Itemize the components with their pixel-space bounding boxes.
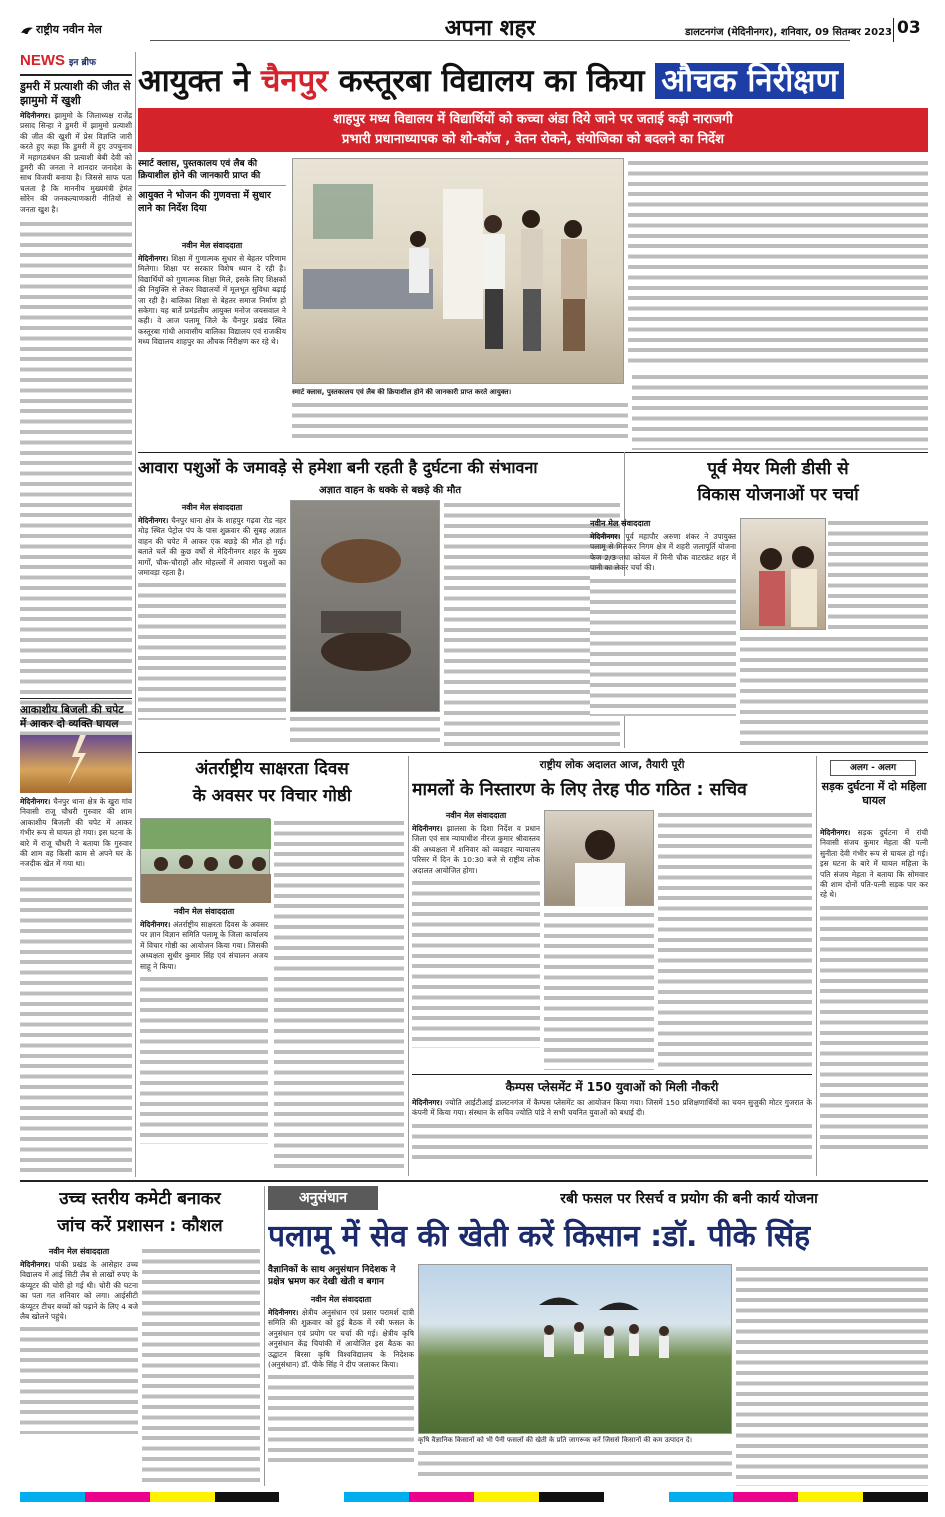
lead-body: नवीन मेल संवाददाता मेदिनीनगर। शिक्षा में गुणात्मक सुधार से बेहतर परिणाम मिलेगा। शिक्षा पर सरकार विशेष ध्यान दे रही है। विद्यार्थियों को गुणात्मक शिक्षा मिले, इसके लिए शिक्षकों की नियुक्ति से लेकर विद्यालयों में मूलभूत सुविधा बढ़ाई जा रही है। बालिका शिक्षा से बेहतर समाज निर्माण हो सकेगा। यह बातें प्रमंडलीय आयुक्त मनोज जयसवाल ने कही। वे आज पलामू जिले के चैनपुर प्रखंड स्थित कस्तूरबा गांधी आवासीय बालिका विद्यालय एवं राजकीय मध्य विद्यालय शाहपुर का औचक निरीक्षण कर रहे थे। <box>138 241 286 347</box>
brief-continued-text <box>20 219 132 779</box>
page-number: 03 <box>897 18 921 38</box>
lead-right-text <box>628 158 928 368</box>
research-tag: अनुसंधान <box>268 1186 378 1210</box>
byline: नवीन मेल संवाददाता <box>181 241 243 250</box>
bird-logo-icon <box>20 22 34 34</box>
brief-dateline: मेदिनीनगर। <box>20 797 51 806</box>
brief-body: चैनपुर थाना क्षेत्र के खुरा गांव निवासी राजू चौधरी गुरुवार की शाम आकाशीय बिजली की चपेट में आकर गंभीर रूप से घायल हो गया। इस घटना के बारे में राजू चौधरी ने बताया कि गुरुवार की शाम वह किसी काम से अपने घर के नजदीक खेत में गया था। <box>20 797 132 869</box>
mayor-body: नवीन मेल संवाददाता मेदिनीनगर। पूर्व महापौर अरुणा शंकर ने उपायुक्त पलामू से मिलकर निगम क्षेत्र में शहरी जलापूर्ति योजना फेज 2/3 तथा कोयल में मिनी चौक वाटरफ्रंट शहर में पानी का लेकर चर्चा की। <box>590 518 736 748</box>
lok-adalat-headline: मामलों के निस्तारण के लिए तेरह पीठ गठित : सचिव <box>412 780 747 800</box>
literacy-photo <box>140 818 270 902</box>
accident-headline: सड़क दुर्घटना में दो महिला घायल <box>821 780 927 807</box>
brief-headline: आकाशीय बिजली की चपेट में आकर दो व्यक्ति घायल <box>20 704 124 730</box>
committee-body: नवीन मेल संवाददाता मेदिनीनगर। पांकी प्रखंड के आसेहार उच्च विद्यालय में आई सिटी लैब से लाखों रुपए के कंप्यूटर की चोरी हो गई थी। चोरी की घटना का पता गत शनिवार को लगा। आईसीटी कंप्यूटर टीचर बच्चों को पढ़ाने के लिए 4 बजे लैब खोलने पहुंचे। <box>20 1246 138 1486</box>
brief-headline: डुमरी में प्रत्याशी की जीत से झामुमो में खुशी <box>20 80 131 107</box>
animal-body: नवीन मेल संवाददाता मेदिनीनगर। चैनपुर थाना क्षेत्र के शाहपुर गढ़वा रोड नहर मोड़ स्थित पेट्रोल पंप के पास शुक्रवार की सुबह अज्ञात वाहन की चपेट में आकर एक बछड़े की मौत हो गई। बताते चलें की कुछ वर्षों से मेदिनीनगर शहर के मुख्य मार्गों, चौक-चौराहों और मोहल्लों में आवारा पशुओं का जमावड़ा रहता है। <box>138 502 286 730</box>
campus-body: मेदिनीनगर। ज्योति आईटीआई डालटनगंज में कैम्पस प्लेसमेंट का आयोजन किया गया। जिसमें 150 प्रशिक्षणार्थियों का चयन सुजुकी मोटर गुजरात के कंपनी में किया गया। संस्थान के सचिव ज्योति पांडे ने सभी चयनित युवाओं को बधाई दी। <box>412 1098 812 1176</box>
paper-name: राष्ट्रीय नवीन मेल <box>36 23 102 36</box>
research-headline: पलामू में सेव की खेती करें किसान :डॉ. पीके सिंह <box>268 1219 811 1254</box>
news-label: NEWS <box>20 52 65 69</box>
mayor-photo <box>740 518 826 630</box>
lead-photo-caption: स्मार्ट क्लास, पुस्तकालय एवं लैब की क्रियाशील होने की जानकारी प्राप्त करते आयुक्त। <box>292 388 628 448</box>
animal-headline: आवारा पशुओं के जमावड़े से हमेशा बनी रहती है दुर्घटना की संभावना <box>138 458 538 477</box>
animal-deck: अज्ञात वाहन के धक्के से बछड़े की मौत <box>318 485 462 496</box>
field-photo <box>418 1264 732 1434</box>
lok-adalat-kicker: राष्ट्रीय लोक अदालत आज, तैयारी पूरी <box>539 759 685 771</box>
section-title: अपना शहर <box>444 16 536 40</box>
brief-body: झामुमो के जिलाध्यक्ष राजेंद्र प्रसाद सिन्हा ने डुमरी में झामुमो प्रत्याशी की जीत की खुशी में प्रेस विज्ञप्ति जारी करते हुए कहा कि डुमरी में हुए उपचुनाव में महागठबंधन की प्रत्याशी बेबी देवी को डुमरी की जनता ने शानदार जनादेश के साथ विजयी बनाया है। जिससे साफ पता चलता है कि माननीय मुख्यमंत्री हेमंत सोरेन की जनकल्याणकारी नीतियों से जनता खुश है। <box>20 111 132 214</box>
lead-subheads: स्मार्ट क्लास, पुस्तकालय एवं लैब की क्रियाशील होने की जानकारी प्राप्त की आयुक्त ने भोजन की गुणवत्ता में सुधार लाने का निर्देश दिया <box>138 158 286 238</box>
research-kicker: रबी फसल पर रिसर्च व प्रयोग की बनी कार्य योजना <box>560 1191 818 1207</box>
lead-headline-highlight: औचक निरीक्षण <box>655 63 844 99</box>
brief-item-lightning <box>20 698 132 1178</box>
committee-headline: उच्च स्तरीय कमेटी बनाकर जांच करें प्रशासन : कौशल <box>57 1189 223 1236</box>
mayor-headline: पूर्व मेयर मिली डीसी से विकास योजनाओं पर चर्चा <box>697 459 859 505</box>
accident-body: मेदिनीनगर। सड़क दुर्घटना में रांची निवासी संजय कुमार मेहता की पत्नी सुनीता देवी गंभीर रूप से घायल हो गई। इस घटना के बारे में घायल महिला के पति संजय मेहता ने बताया कि सोमवार की शाम दोनों पति-पत्नी सड़क पार कर रहे थे। <box>820 828 928 1176</box>
research-body: नवीन मेल संवाददाता मेदिनीनगर। क्षेत्रीय अनुसंधान एवं प्रसार परामर्श दात्री समिति की शुक्रवार को हुई बैठक में रबी फसल के अनुसंधान एवं प्रयोग पर चर्चा की गई। क्षेत्रीय कृषि अनुसंधान केंद्र चियांकी में आयोजित इस बैठक का उद्घाटन बिरसा कृषि विश्वविद्यालय के निदेशक (अनुसंधान) डॉ. पीके सिंह ने दीप जलाकर किया। <box>268 1294 414 1486</box>
accident-kicker: अलग - अलग <box>830 760 916 776</box>
research-subhead: वैज्ञानिकों के साथ अनुसंधान निदेशक ने प्रक्षेत्र भ्रमण कर देखी खेती व बगान <box>268 1265 396 1287</box>
campus-headline: कैम्पस प्लेसमेंट में 150 युवाओं को मिली नौकरी <box>505 1080 719 1094</box>
news-sub-label: इन ब्रीफ <box>69 58 96 68</box>
literacy-headline: अंतर्राष्ट्रीय साक्षरता दिवस के अवसर पर विचार गोष्ठी <box>192 759 352 806</box>
edition-date: डालटनगंज (मेदिनीनगर), शनिवार, 09 सितम्बर 2023 <box>685 27 892 38</box>
lead-headline: आयुक्त ने चैनपुर कस्तूरबा विद्यालय का किया औचक निरीक्षण <box>138 56 928 108</box>
literacy-body: नवीन मेल संवाददाता मेदिनीनगर। अंतर्राष्ट्रीय साक्षरता दिवस के अवसर पर ज्ञान विज्ञान समिति पलामू के जिला कार्यालय में विचार गोष्ठी का आयोजन किया गया। जिसकी अध्यक्षता सुधीर कुमार सिंह एवं संचालन अजय साहू ने किया। <box>140 906 268 1176</box>
footer-color-bar <box>20 1492 928 1502</box>
lok-adalat-body: नवीन मेल संवाददाता मेदिनीनगर। झालसा के दिशा निर्देश व प्रधान जिला एवं सत्र न्यायाधीश नीरज कुमार श्रीवास्तव की अध्यक्षता में शनिवार को व्यवहार न्यायालय परिसर में दिन के 10:30 बजे से राष्ट्रीय लोक अदालत आयोजित होगा। <box>412 810 540 1070</box>
calf-photo <box>290 500 440 712</box>
secretary-photo <box>544 810 654 906</box>
lead-deck: शाहपुर मध्य विद्यालय में विद्यार्थियों को कच्चा अंडा दिये जाने पर जताई कड़ी नाराजगी प्रभारी प्रधानाध्यापक को शो-कॉज , वेतन रोकने, संयोजिका को बदलने का निर्देश <box>138 108 928 152</box>
lightning-photo <box>20 735 132 793</box>
masthead <box>0 0 945 50</box>
brief-dateline: मेदिनीनगर। <box>20 111 51 120</box>
lead-photo <box>292 158 624 384</box>
field-photo-caption: कृषि वैज्ञानिक किसानों को भी पैनी फसलों की खेती के प्रति जागरूक करें जिससे किसानों की कम उत्पादन दें। <box>418 1436 732 1486</box>
